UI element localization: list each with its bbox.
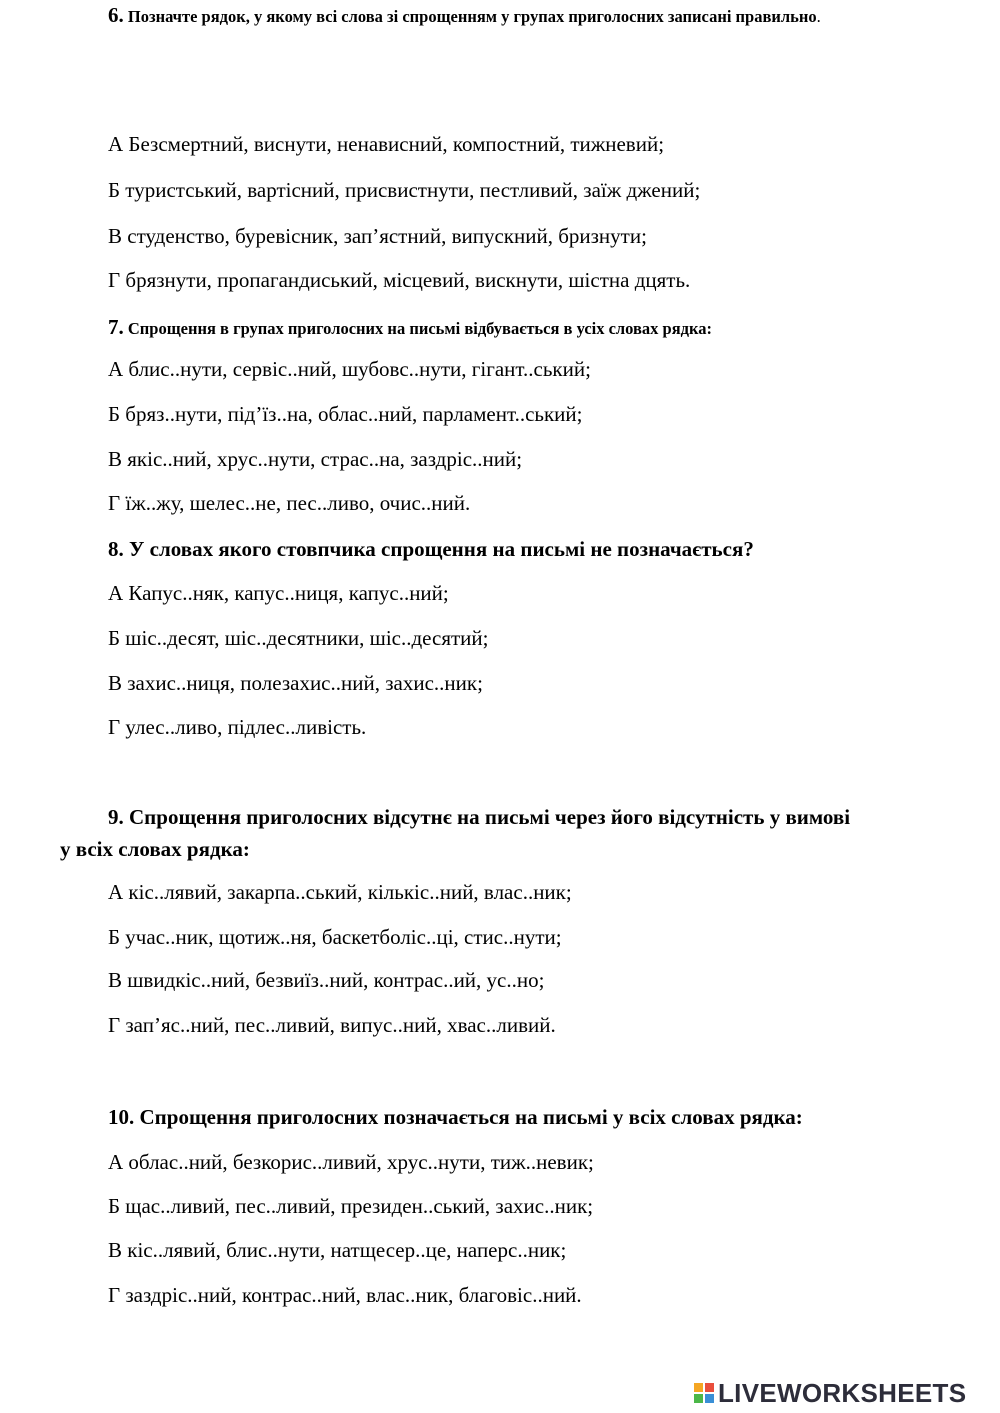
question-10-title: 10. Спрощення приголосних позначається на письмі у всіх словах рядка: — [108, 1105, 803, 1129]
logo-square-4 — [705, 1394, 714, 1403]
q7-option-c: В якіс..ний, хрус..нути, страс..на, заздріс..ний; — [108, 447, 523, 471]
q10-option-c: В кіс..лявий, блис..нути, натщесер..це, наперс..ник; — [108, 1238, 567, 1262]
question-7-text: Спрощення в групах приголосних на письмі відбувається в усіх словах рядка: — [127, 319, 713, 338]
q10-option-a: А облас..ний, безкорис..ливий, хрус..нути, тиж..невик; — [108, 1150, 594, 1174]
question-7-title — [108, 315, 712, 340]
q6-option-a: А Безсмертний, виснути, ненависний, компостний, тижневий; — [108, 132, 665, 156]
q8-option-a: А Капус..няк, капус..ниця, капус..ний; — [108, 581, 449, 605]
q9-option-c: В швидкіс..ний, безвиїз..ний, контрас..ий, ус..но; — [108, 968, 545, 992]
question-8-title: 8. У словах якого стовпчика спрощення на письмі не позначається? — [108, 537, 754, 561]
question-6-end: . — [816, 7, 821, 26]
question-7-number: 7. — [108, 315, 124, 339]
q10-option-d: Г заздріс..ний, контрас..ний, влас..ник, благовіс..ний. — [108, 1283, 582, 1307]
liveworksheets-logo — [694, 1378, 966, 1408]
question-6-number: 6. — [108, 3, 124, 27]
q6-option-b: Б туристський, вартісний, присвистнути, пестливий, заїж джений; — [108, 178, 701, 202]
logo-square-2 — [705, 1383, 714, 1392]
q6-option-c: В студенство, буревісник, зап’ястний, випускний, бризнути; — [108, 224, 647, 248]
logo-squares-icon — [694, 1383, 714, 1403]
q8-option-c: В захис..ниця, полезахис..ний, захис..ник; — [108, 671, 483, 695]
question-9-title-line-1: 9. Спрощення приголосних відсутнє на письмі через його відсутність у вимові — [108, 805, 851, 829]
q8-option-b: Б шіс..десят, шіс..десятники, шіс..десятий; — [108, 626, 489, 650]
q6-option-d: Г брязнути, пропагандиський, місцевий, вискнути, шістна дцять. — [108, 268, 691, 292]
logo-square-3 — [694, 1394, 703, 1403]
logo-square-1 — [694, 1383, 703, 1392]
question-9-title-line-2: у всіх словах рядка: — [60, 837, 250, 861]
question-6-title — [60, 0, 940, 32]
q9-option-b: Б учас..ник, щотиж..ня, баскетболіс..ці, стис..нути; — [108, 925, 562, 949]
logo-text: LIVEWORKSHEETS — [718, 1377, 967, 1408]
q9-option-a: А кіс..лявий, закарпа..ський, кількіс..ний, влас..ник; — [108, 880, 572, 904]
q10-option-b: Б щас..ливий, пес..ливий, президен..ський, захис..ник; — [108, 1194, 594, 1218]
q7-option-d: Г їж..жу, шелес..не, пес..ливо, очис..ний. — [108, 491, 471, 515]
q7-option-b: Б бряз..нути, під’їз..на, облас..ний, парламент..ський; — [108, 402, 583, 426]
question-6 — [60, 0, 940, 32]
q7-option-a: А блис..нути, сервіс..ний, шубовс..нути, гігант..ський; — [108, 357, 591, 381]
q9-option-d: Г зап’яс..ний, пес..ливий, випус..ний, хвас..ливий. — [108, 1013, 556, 1037]
question-6-text: Позначте рядок, у якому всі слова зі спрощенням у групах приголосних записані правильно — [127, 7, 817, 26]
q8-option-d: Г улес..ливо, підлес..ливість. — [108, 715, 367, 739]
